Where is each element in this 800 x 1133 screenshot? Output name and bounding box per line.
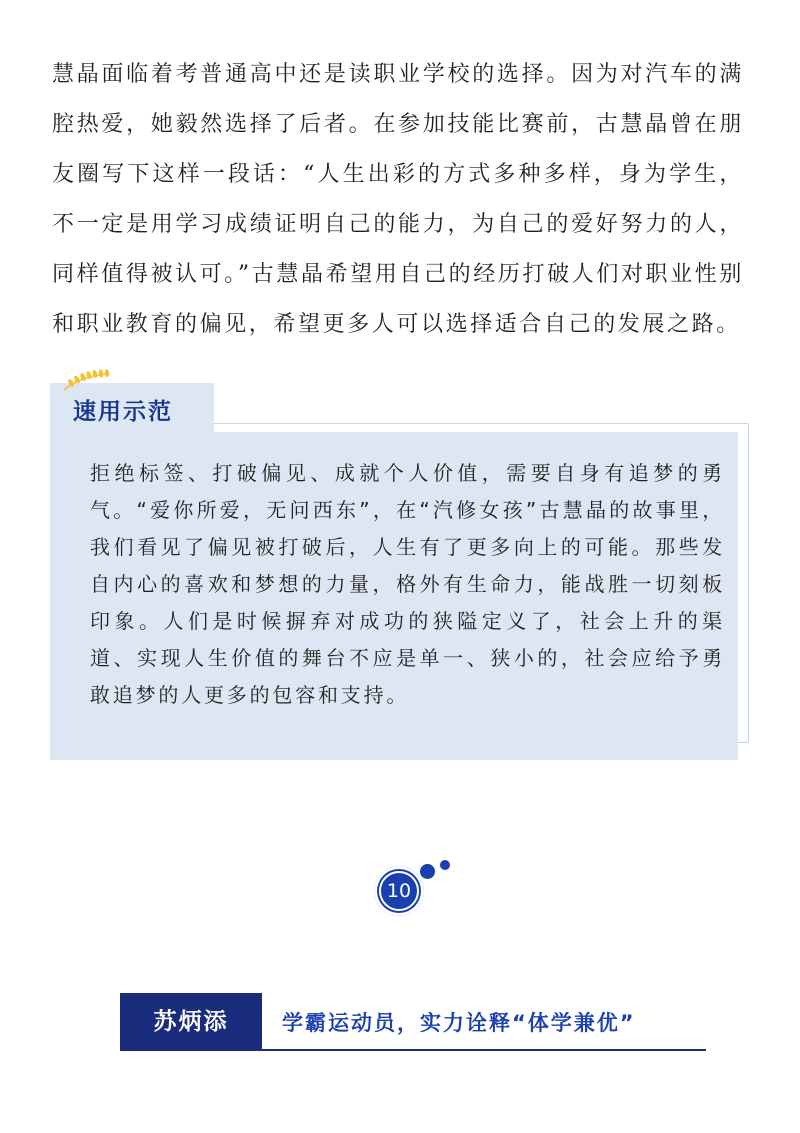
- section-underline: [262, 1049, 706, 1051]
- section-name: 苏炳添: [153, 1009, 229, 1035]
- decorative-dot-small: [440, 860, 450, 870]
- wheat-icon: [62, 368, 112, 392]
- decorative-dot-large: [420, 864, 435, 879]
- example-paragraph: 拒绝标签、打破偏见、成就个人价值，需要自身有追梦的勇气。“爱你所爱，无问西东”，在“汽修女孩”古慧晶的故事里，我们看见了偏见被打破后，人生有了更多向上的可能。那些发自内心的喜欢和梦想的力量，格外有生命力，能战胜一切刻板印象。人们是时候摒弃对成功的狭隘定义了，社会上升的渠道、实现人生价值的舞台不应是单一、狭小的，社会应给予勇敢追梦的人更多的包容和支持。: [90, 461, 725, 707]
- example-title: 速用示范: [73, 399, 173, 425]
- intro-paragraph: 慧晶面临着考普通高中还是读职业学校的选择。因为对汽车的满腔热爱，她毅然选择了后者。在参加技能比赛前，古慧晶曾在朋友圈写下这样一段话：“人生出彩的方式多种多样，身为学生，不一定是用学习成绩证明自己的能力，为自己的爱好努力的人，同样值得被认可。”古慧晶希望用自己的经历打破人们对职业性别和职业教育的偏见，希望更多人可以选择适合自己的发展之路。: [52, 62, 744, 337]
- section-subtitle: 学霸运动员，实力诠释“体学兼优”: [282, 1011, 636, 1035]
- page-number: 10: [386, 880, 412, 902]
